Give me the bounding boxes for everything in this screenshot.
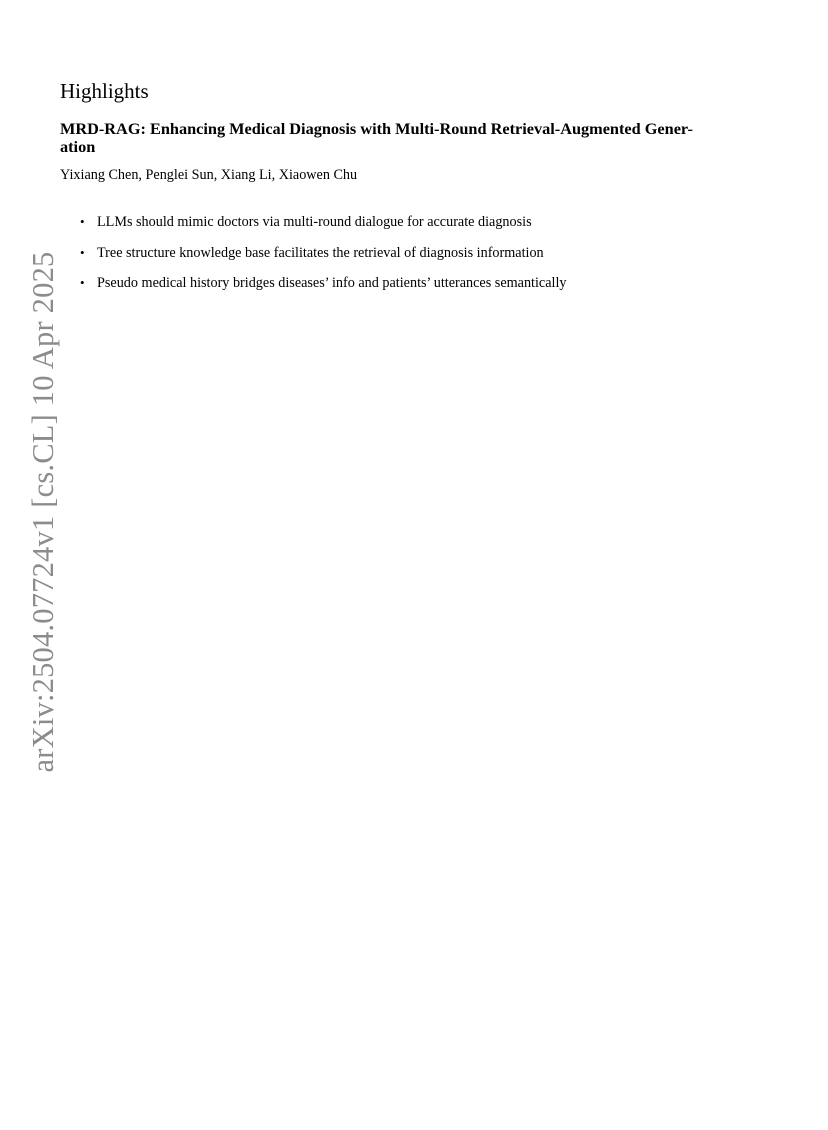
- highlights-heading: Highlights: [60, 79, 149, 103]
- paper-title-line-1: MRD-RAG: Enhancing Medical Diagnosis with Multi-Round Retrieval-Augmented Gener-: [60, 119, 693, 138]
- bullet-icon: •: [80, 214, 85, 229]
- highlight-text: Tree structure knowledge base facilitates the retrieval of diagnosis information: [97, 244, 544, 261]
- paper-title-line-2: ation: [60, 137, 96, 156]
- bullet-icon: •: [80, 275, 85, 290]
- highlights-list: [80, 212, 567, 304]
- highlight-text: Pseudo medical history bridges diseases’ info and patients’ utterances semantically: [97, 275, 567, 291]
- highlight-item: [80, 212, 567, 243]
- paper-title: [60, 120, 772, 156]
- arxiv-identifier-stamp: arXiv:2504.07724v1 [cs.CL] 10 Apr 2025: [25, 251, 60, 773]
- bullet-icon: •: [80, 244, 85, 260]
- highlight-text: LLMs should mimic doctors via multi-round dialogue for accurate diagnosis: [97, 214, 532, 230]
- highlight-item: [80, 243, 567, 274]
- highlight-item: [80, 273, 567, 304]
- author-list: Yixiang Chen, Penglei Sun, Xiang Li, Xiaowen Chu: [60, 167, 358, 183]
